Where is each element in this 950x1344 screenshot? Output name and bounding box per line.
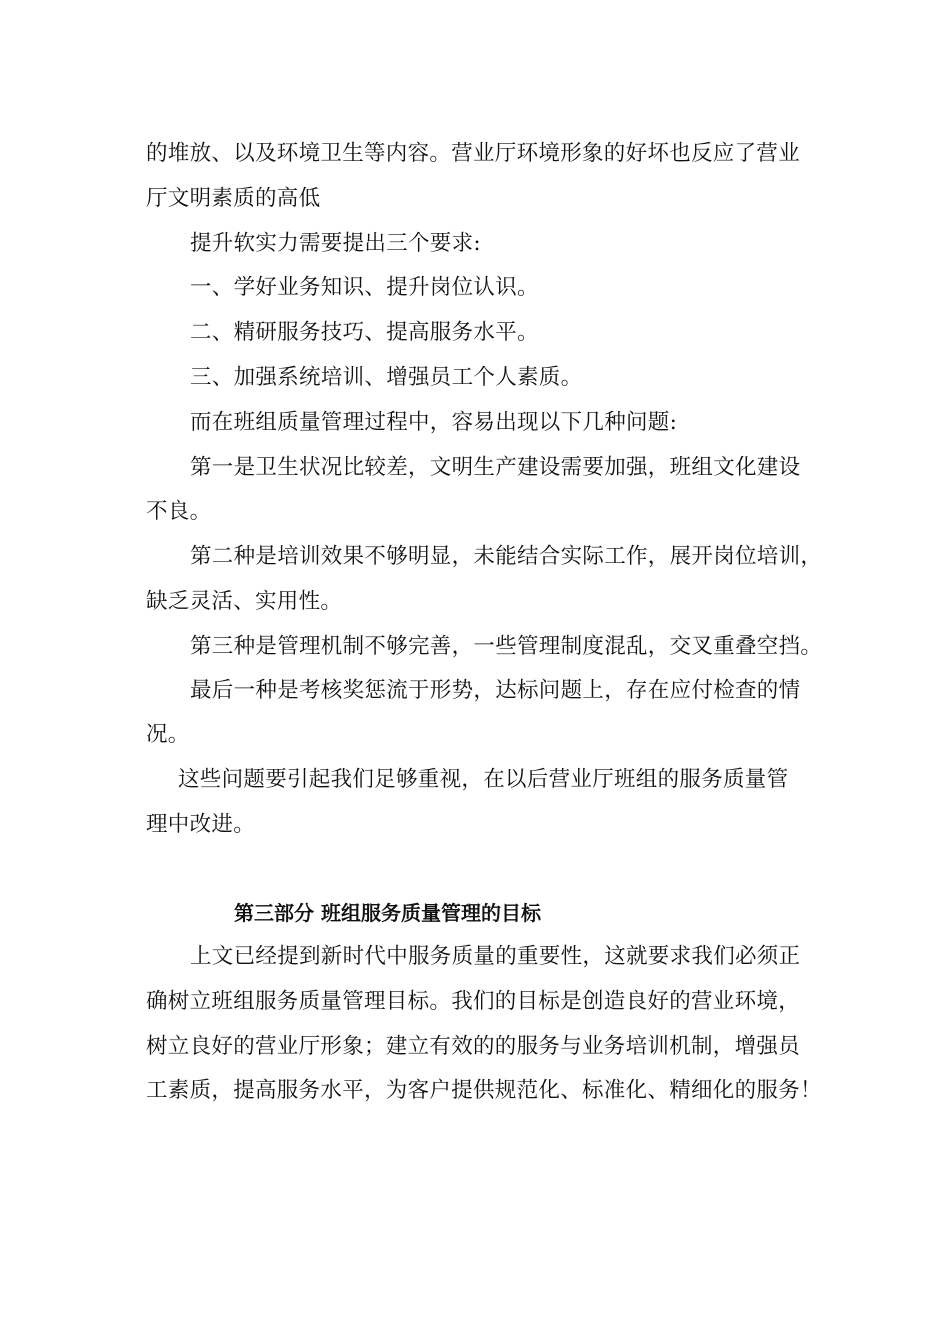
paragraph-line: 上文已经提到新时代中服务质量的重要性，这就要求我们必须正 xyxy=(190,944,801,969)
paragraph-line: 缺乏灵活、实用性。 xyxy=(146,589,343,614)
paragraph-line: 工素质，提高服务水平，为客户提供规范化、标准化、精细化的服务！ xyxy=(146,1078,822,1103)
paragraph-line: 第一是卫生状况比较差，文明生产建设需要加强，班组文化建设 xyxy=(190,455,801,480)
paragraph-line: 确树立班组服务质量管理目标。我们的目标是创造良好的营业环境， xyxy=(146,989,801,1014)
section-heading: 第三部分 班组服务质量管理的目标 xyxy=(234,901,541,925)
paragraph-line: 厅文明素质的高低 xyxy=(146,186,321,211)
paragraph-line: 第三种是管理机制不够完善，一些管理制度混乱，交叉重叠空挡。 xyxy=(190,634,823,659)
paragraph-line: 况。 xyxy=(146,722,190,747)
paragraph-line: 不良。 xyxy=(146,499,212,524)
paragraph-line: 提升软实力需要提出三个要求: xyxy=(190,231,481,256)
list-item: 三、加强系统培训、增强员工个人素质。 xyxy=(190,365,583,390)
list-item: 二、精研服务技巧、提高服务水平。 xyxy=(190,320,539,345)
paragraph-line: 而在班组质量管理过程中，容易出现以下几种问题: xyxy=(190,410,678,435)
paragraph-line: 第二种是培训效果不够明显，未能结合实际工作，展开岗位培训， xyxy=(190,544,823,569)
paragraph-line: 树立良好的营业厅形象；建立有效的的服务与业务培训机制，增强员 xyxy=(146,1034,801,1059)
list-item: 一、学好业务知识、提升岗位认识。 xyxy=(190,275,539,300)
paragraph-line: 理中改进。 xyxy=(146,812,256,837)
paragraph-line: 的堆放、以及环境卫生等内容。营业厅环境形象的好坏也反应了营业 xyxy=(146,141,801,166)
paragraph-line: 最后一种是考核奖惩流于形势，达标问题上，存在应付检查的情 xyxy=(190,678,801,703)
paragraph-line: 这些问题要引起我们足够重视，在以后营业厅班组的服务质量管 xyxy=(178,767,789,792)
